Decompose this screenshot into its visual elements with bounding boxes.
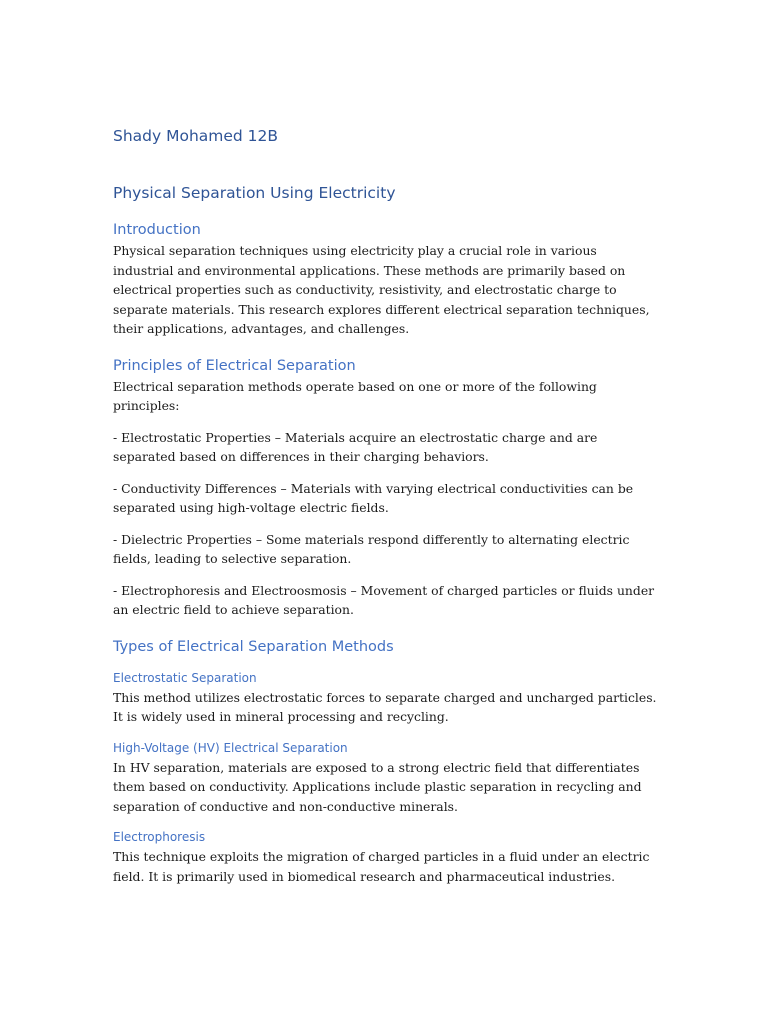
principle-item-electrophoresis: - Electrophoresis and Electroosmosis – Movement of charged particles or fluids under an electric field to achieve separation.: [113, 582, 655, 617]
subsection-heading-electrostatic: Electrostatic Separation: [113, 670, 257, 685]
principle-item-dielectric: - Dielectric Properties – Some materials respond differently to alternating electric fields, leading to selective separation.: [113, 531, 630, 566]
document-page: [113, 118, 658, 886]
introduction-paragraph: Physical separation techniques using electricity play a crucial role in various industrial and environmental applications. These methods are primarily based on electrical properties such as conductivity, resistivity, and electrostatic charge to separate materials. This research explores different electrical separation techniques, their applications, advantages, and challenges.: [113, 243, 650, 336]
types-heading: Types of Electrical Separation Methods: [113, 638, 394, 655]
principle-item-conductivity: - Conductivity Differences – Materials with varying electrical conductivities can be separated using high-voltage electric fields.: [113, 480, 634, 515]
subsection-paragraph-hv: In HV separation, materials are exposed to a strong electric field that differentiates them based on conductivity. Applications include plastic separation in recycling and separation of conductive and non-conductive minerals.: [113, 759, 642, 814]
introduction-heading: Introduction: [113, 222, 201, 238]
subsection-heading-electrophoresis: Electrophoresis: [113, 830, 206, 844]
subsection-paragraph-electrostatic: This method utilizes electrostatic forces to separate charged and uncharged particles. It is widely used in mineral processing and recycling.: [113, 689, 657, 724]
author-heading: Shady Mohamed 12B: [113, 127, 279, 145]
principles-heading: Principles of Electrical Separation: [113, 357, 356, 374]
subsection-paragraph-electrophoresis: This technique exploits the migration of charged particles in a fluid under an electric field. It is primarily used in biomedical research and pharmaceutical industries.: [113, 849, 650, 884]
subsection-heading-hv: High-Voltage (HV) Electrical Separation: [113, 740, 348, 755]
principle-item-electrostatic: - Electrostatic Properties – Materials acquire an electrostatic charge and are separated based on differences in their charging behaviors.: [113, 429, 598, 464]
document-title: Physical Separation Using Electricity: [113, 184, 396, 202]
principles-intro: Electrical separation methods operate based on one or more of the following principles:: [113, 378, 597, 413]
